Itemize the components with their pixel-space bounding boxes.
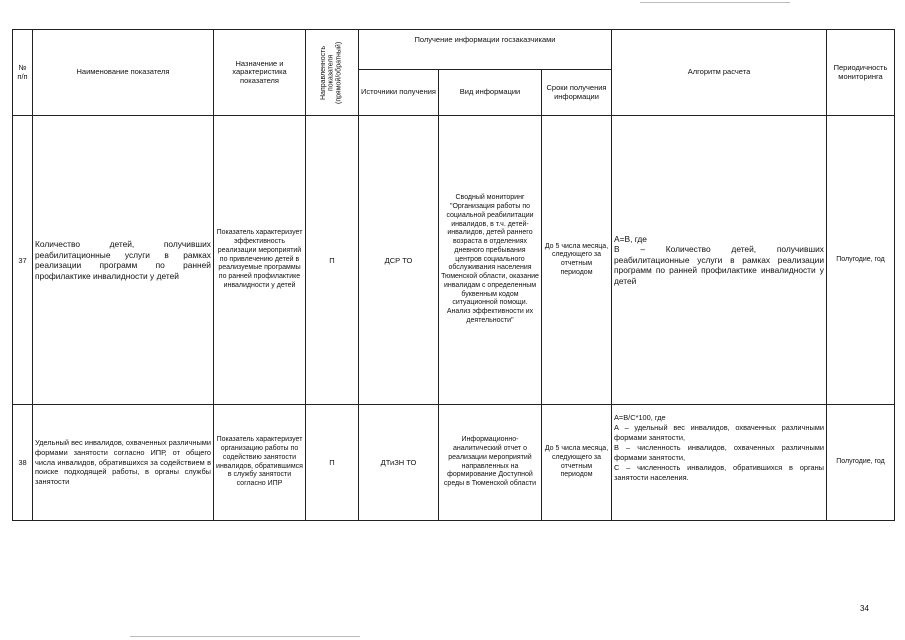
- indicators-table: [12, 29, 895, 521]
- col-header-num: № п/п: [13, 30, 33, 116]
- algorithm-line: А=В, где: [614, 233, 647, 244]
- col-header-periodicity: Периодичность мониторинга: [827, 30, 895, 116]
- monitoring-periodicity: Полугодие, год: [827, 116, 895, 405]
- info-type: Информационно-аналитический отчет о реализации мероприятий направленных на формирование Доступной среды в Тюменской области: [439, 405, 542, 521]
- table-row: [13, 405, 895, 521]
- row-number: 37: [13, 116, 33, 405]
- direction-header-text: Направленность показателя (прямой/обратный): [320, 41, 343, 104]
- algorithm-line: В – Количество детей, получивших реабилитационные услуги в рамках реализации программ по ранней профилактике инвалидности у детей: [614, 244, 824, 286]
- algorithm-line: С – численность инвалидов, обратившихся в органы занятости населения.: [614, 462, 824, 482]
- col-header-purpose: Назначение и характеристика показателя: [214, 30, 306, 116]
- algorithm-line: А – удельный вес инвалидов, охваченных различными формами занятости,: [614, 422, 824, 442]
- algorithm-line: А=В/С*100, где: [614, 413, 666, 422]
- col-header-name: Наименование показателя: [33, 30, 214, 116]
- indicator-purpose: Показатель характеризует эффективность реализации мероприятий по привлечению детей в реализуемые программы по ранней профилактике инвалидности у детей: [214, 116, 306, 405]
- indicator-purpose: Показатель характеризует организацию работы по содействию занятости инвалидов, обратившимся в службу занятости согласно ИПР: [214, 405, 306, 521]
- info-terms: До 5 числа месяца, следующего за отчетным периодом: [542, 405, 612, 521]
- monitoring-periodicity: Полугодие, год: [827, 405, 895, 521]
- row-number: 38: [13, 405, 33, 521]
- indicator-name: Количество детей, получивших реабилитационные услуги в рамках реализации программ по ранней профилактике инвалидности у детей: [33, 116, 214, 405]
- scan-artifact-bottom: [130, 636, 360, 637]
- calculation-algorithm: [612, 116, 827, 405]
- info-terms: До 5 числа месяца, следующего за отчетным периодом: [542, 116, 612, 405]
- indicator-direction: П: [306, 405, 359, 521]
- info-source: ДСР ТО: [359, 116, 439, 405]
- indicator-direction: П: [306, 116, 359, 405]
- col-header-terms: Сроки получения информации: [542, 70, 612, 116]
- algorithm-line: В – численность инвалидов, охваченных различными формами занятости,: [614, 442, 824, 462]
- col-header-sources: Источники получения: [359, 70, 439, 116]
- info-source: ДТиЗН ТО: [359, 405, 439, 521]
- table-row: [13, 116, 895, 405]
- col-header-info-type: Вид информации: [439, 70, 542, 116]
- page-number: 34: [860, 604, 869, 613]
- col-header-algorithm: Алгоритм расчета: [612, 30, 827, 116]
- indicator-name: Удельный вес инвалидов, охваченных различными формами занятости согласно ИПР, от общего числа инвалидов, обратившихся за содействием в поиске подходящей работы, в органы службы занятости: [33, 405, 214, 521]
- info-type: Сводный мониторинг "Организация работы по социальной реабилитации инвалидов, в т.ч. детей-инвалидов, детей раннего возраста в отделениях дневного пребывания центров социального обслуживания населения Тюменской области, оказание инвалидам с определенным буквенным кодом ситуационной помощи. Анализ эффективности их деятельности": [439, 116, 542, 405]
- calculation-algorithm: [612, 405, 827, 521]
- scan-artifact-top: [640, 2, 790, 3]
- header-row-1: [13, 30, 895, 70]
- col-header-direction: [306, 30, 359, 116]
- col-header-info-group: Получение информации госзаказчиками: [359, 30, 612, 70]
